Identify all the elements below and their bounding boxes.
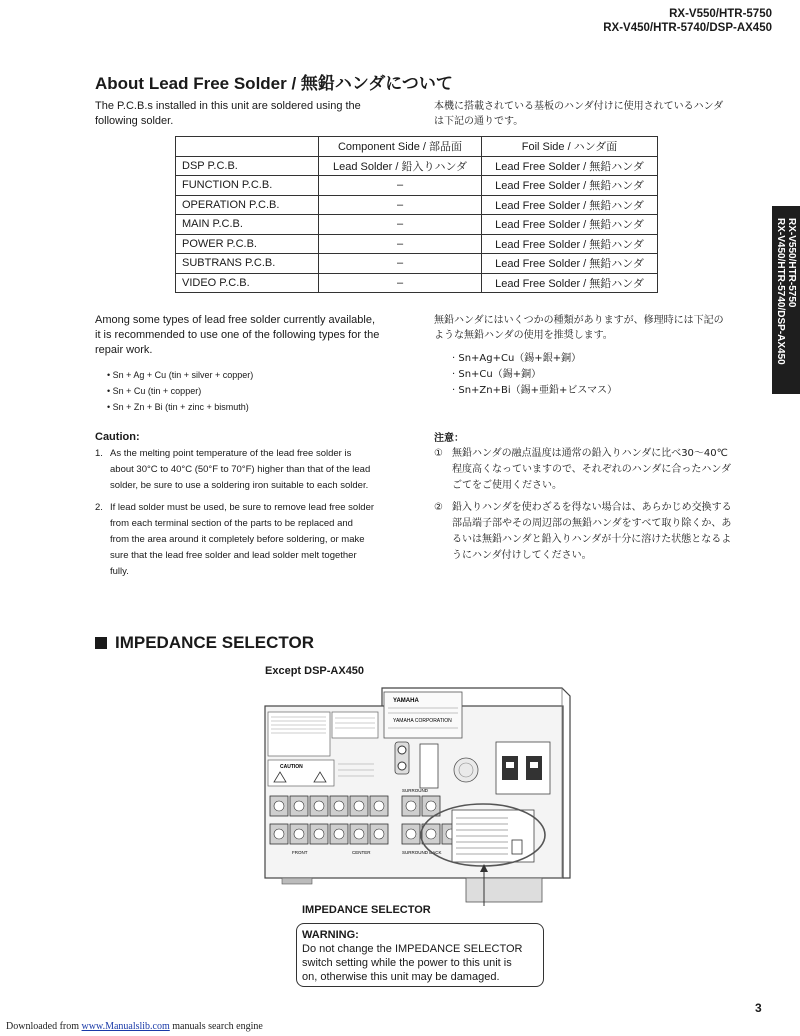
pcb-name: VIDEO P.C.B.: [176, 273, 319, 293]
side-tab: [772, 206, 800, 394]
warning-line: on, otherwise this unit may be damaged.: [302, 971, 500, 983]
caution-line: As the melting point temperature of the lead free solder is: [110, 448, 352, 459]
component-side: Lead Solder / 鉛入りハンダ: [319, 156, 482, 176]
pcb-name: OPERATION P.C.B.: [176, 195, 319, 215]
component-side: –: [319, 176, 482, 196]
brand-text: YAMAHA: [393, 698, 419, 704]
intro-en: [95, 99, 361, 129]
caution-line: 鉛入りハンダを使わざるを得ない場合は、あらかじめ交換する: [452, 502, 732, 513]
surround-label: SURROUND: [402, 788, 429, 793]
table-row: [176, 234, 658, 254]
caution-label: CAUTION: [280, 764, 303, 770]
table-header-component: Component Side / 部品面: [319, 137, 482, 157]
component-side: –: [319, 234, 482, 254]
foil-side: Lead Free Solder / 無鉛ハンダ: [482, 176, 658, 196]
component-side: –: [319, 215, 482, 235]
component-side: –: [319, 254, 482, 274]
table-row: [176, 273, 658, 293]
rear-panel-illustration: [262, 684, 574, 906]
page-number: 3: [755, 1001, 762, 1015]
except-label: Except DSP-AX450: [265, 665, 365, 677]
impedance-switch-icon: [512, 840, 522, 854]
types-en-line-3: repair work.: [95, 344, 153, 356]
caution-line: るいは無鉛ハンダと鉛入りハンダが十分に溶けた状態となるよ: [452, 534, 732, 545]
foil-side: Lead Free Solder / 無鉛ハンダ: [482, 195, 658, 215]
intro-jp: [434, 99, 723, 129]
footer-link[interactable]: www.Manualslib.com: [81, 1021, 170, 1032]
warning-line: switch setting while the power to this unit is: [302, 957, 512, 969]
side-tab-line-1: RX-V550/HTR-5750: [786, 218, 797, 308]
pcb-name: SUBTRANS P.C.B.: [176, 254, 319, 274]
types-en-list: [107, 367, 253, 415]
caution-title-jp: 注意：: [434, 433, 464, 444]
caution-item-jp-1: [434, 446, 754, 494]
header-model-line-1: RX-V550/HTR-5750: [669, 8, 772, 20]
list-item: · Sn+Zn+Bi（錫+亜鉛+ビスマス）: [452, 385, 618, 396]
side-tab-line-2: RX-V450/HTR-5740/DSP-AX450: [775, 218, 786, 365]
caution-line: 無鉛ハンダの融点温度は通常の鉛入りハンダに比べ30〜40℃: [452, 448, 728, 459]
foil-side: Lead Free Solder / 無鉛ハンダ: [482, 215, 658, 235]
warning-line: Do not change the IMPEDANCE SELECTOR: [302, 943, 523, 955]
list-item: • Sn + Cu (tin + copper): [107, 386, 202, 396]
warning-title: WARNING:: [302, 929, 359, 941]
intro-jp-line-1: 本機に搭載されている基板のハンダ付けに使用されているハンダ: [434, 101, 724, 112]
pcb-name: MAIN P.C.B.: [176, 215, 319, 235]
pcb-name: POWER P.C.B.: [176, 234, 319, 254]
caution-line: ごてをご使用ください。: [452, 480, 562, 491]
pcb-name: FUNCTION P.C.B.: [176, 176, 319, 196]
caution-title-en: Caution:: [95, 431, 140, 443]
intro-en-line-1: The P.C.B.s installed in this unit are soldered using the: [95, 100, 361, 112]
table-row: [176, 215, 658, 235]
list-item: • Sn + Zn + Bi (tin + zinc + bismuth): [107, 402, 249, 412]
footer-prefix: Downloaded from: [6, 1021, 82, 1032]
caution-num: 2.: [95, 502, 103, 513]
foil-side: Lead Free Solder / 無鉛ハンダ: [482, 254, 658, 274]
impedance-selector-label: IMPEDANCE SELECTOR: [302, 904, 431, 916]
table-header-empty: [176, 137, 319, 157]
table-row: [176, 156, 658, 176]
footer-suffix: manuals search engine: [169, 1021, 263, 1032]
foil-side: Lead Free Solder / 無鉛ハンダ: [482, 156, 658, 176]
table-row: [176, 195, 658, 215]
caution-item-en-1: [95, 446, 400, 494]
caution-item-jp-2: [434, 500, 754, 564]
component-side: –: [319, 195, 482, 215]
caution-num: ①: [434, 448, 443, 459]
caution-line: うにハンダ付けしてください。: [452, 550, 592, 561]
types-jp-line-2: ような無鉛ハンダの使用を推奨します。: [434, 330, 613, 341]
foil-side: Lead Free Solder / 無鉛ハンダ: [482, 273, 658, 293]
types-en-line-2: it is recommended to use one of the following types for the: [95, 329, 380, 341]
types-jp-list: [452, 351, 617, 399]
caution-line: 部品端子部やその周辺部の無鉛ハンダをすべて取り除くか、あ: [452, 518, 732, 529]
table-row: [176, 176, 658, 196]
front-label: FRONT: [292, 850, 308, 855]
caution-line: about 30°C to 40°C (50°F to 70°F) higher than that of the lead: [110, 464, 371, 475]
foil-side: Lead Free Solder / 無鉛ハンダ: [482, 234, 658, 254]
footer: [6, 1021, 263, 1032]
component-side: –: [319, 273, 482, 293]
intro-jp-line-2: は下記の通りです。: [434, 116, 524, 127]
surround-back-label: SURROUND BACK: [402, 850, 442, 855]
table-row: [176, 254, 658, 274]
caution-line: If lead solder must be used, be sure to remove lead free solder: [110, 502, 375, 513]
pcb-name: DSP P.C.B.: [176, 156, 319, 176]
caution-line: from the area around it completely before soldering, or make: [110, 534, 365, 545]
caution-num: 1.: [95, 448, 103, 459]
section-title-lead-free: About Lead Free Solder / 無鉛ハンダについて: [95, 74, 453, 93]
types-jp-line-1: 無鉛ハンダにはいくつかの種類がありますが、修理時には下記の: [434, 315, 724, 326]
types-jp: [434, 313, 724, 343]
list-item: • Sn + Ag + Cu (tin + silver + copper): [107, 370, 254, 380]
center-label: CENTER: [352, 850, 371, 855]
types-en-line-1: Among some types of lead free solder currently available,: [95, 314, 376, 326]
types-en: [95, 313, 379, 358]
list-item: · Sn+Ag+Cu（錫+銀+銅）: [452, 353, 582, 364]
section-title-impedance: [95, 633, 314, 653]
corporation-text: YAMAHA CORPORATION: [393, 718, 452, 724]
table-header-row: [176, 137, 658, 157]
caution-num: ②: [434, 502, 443, 513]
table-header-foil: Foil Side / ハンダ面: [482, 137, 658, 157]
list-item: · Sn+Cu（錫+銅）: [452, 369, 542, 380]
warning-box: [296, 923, 544, 987]
caution-line: fully.: [110, 566, 129, 577]
caution-line: solder, be sure to use a soldering iron suitable to each solder.: [110, 480, 369, 491]
caution-line: 程度高くなっていますので、それぞれのハンダに合ったハンダ: [452, 464, 731, 475]
solder-table: [175, 136, 658, 293]
section-title-impedance-text: IMPEDANCE SELECTOR: [115, 633, 314, 652]
intro-en-line-2: following solder.: [95, 115, 174, 127]
square-bullet-icon: [95, 637, 107, 649]
caution-item-en-2: [95, 500, 400, 580]
header-model-line-2: RX-V450/HTR-5740/DSP-AX450: [603, 22, 772, 34]
caution-line: from each terminal section of the parts to be replaced and: [110, 518, 353, 529]
chassis-foot: [466, 878, 542, 902]
caution-line: sure that the lead free solder and lead solder melt together: [110, 550, 357, 561]
